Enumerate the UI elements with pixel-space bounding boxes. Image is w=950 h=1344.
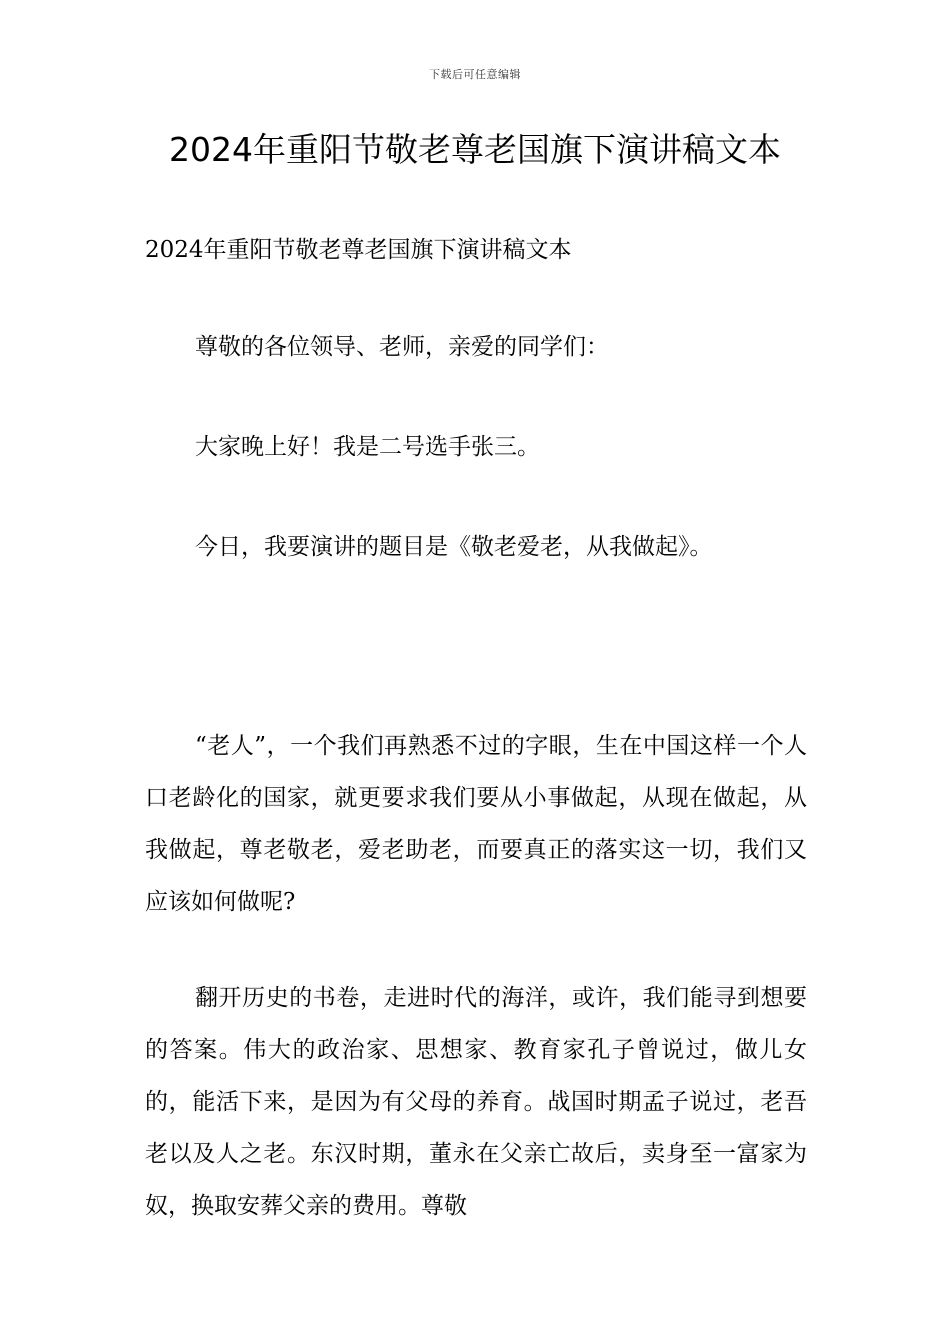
- paragraph-body-2: 翻开历史的书卷，走进时代的海洋，或许，我们能寻到想要的答案。伟大的政治家、思想家、教育家孔子曾说过，做儿女的，能活下来，是因为有父母的养育。战国时期孟子说过，老吾老以及人之老。东汉时期，董永在父亲亡故后，卖身至一富家为奴，换取安葬父亲的费用。尊敬: [145, 985, 807, 1219]
- header-note: 下载后可任意编辑: [429, 68, 521, 81]
- paragraph-topic: 今日，我要演讲的题目是《敬老爱老，从我做起》。: [195, 534, 713, 560]
- paragraph-body-1: “老人”，一个我们再熟悉不过的字眼，生在中国这样一个人口老龄化的国家，就更要求我们要从小事做起，从现在做起，从我做起，尊老敬老，爱老助老，而要真正的落实这一切，我们又应该如何做呢?: [145, 733, 807, 915]
- document-subtitle: 2024年重阳节敬老尊老国旗下演讲稿文本: [145, 237, 572, 263]
- paragraph-greeting: 尊敬的各位领导、老师，亲爱的同学们：: [195, 334, 609, 360]
- paragraph-introduction: 大家晚上好！我是二号选手张三。: [195, 434, 540, 460]
- document-title: 2024年重阳节敬老尊老国旗下演讲稿文本: [169, 130, 781, 169]
